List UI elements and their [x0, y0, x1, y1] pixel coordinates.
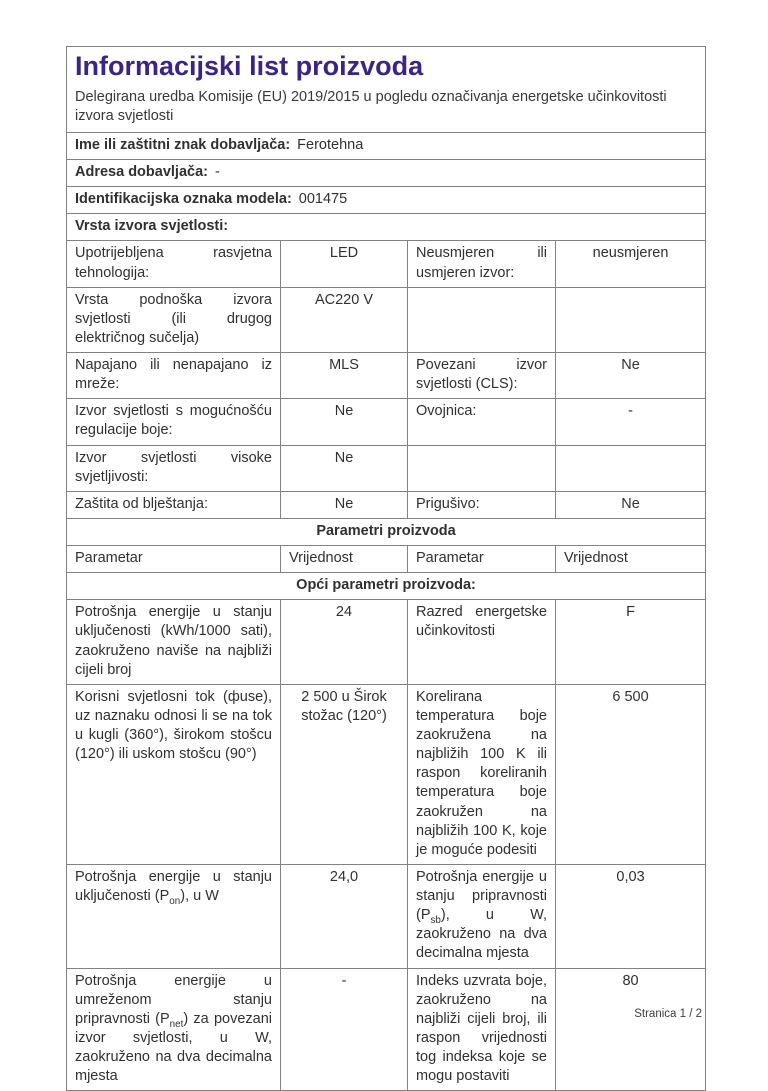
info-row-supplier-name	[67, 132, 706, 159]
value-cell: Ne	[281, 399, 408, 445]
parameter-cell: Ovojnica:	[408, 399, 556, 445]
supplier-name-label: Ime ili zaštitni znak dobavljača:	[75, 136, 291, 153]
parameter-cell: Zaštita od blještanja:	[67, 491, 281, 518]
spec-row	[67, 399, 706, 445]
section-title: Parametri proizvoda	[67, 518, 706, 545]
supplier-name-value: Ferotehna	[297, 136, 364, 153]
value-cell: 6 500	[556, 684, 706, 864]
product-info-sheet	[66, 46, 706, 1091]
section-title: Opći parametri proizvoda:	[67, 573, 706, 600]
value-cell: MLS	[281, 353, 408, 399]
spec-row	[67, 684, 706, 864]
value-cell	[556, 445, 706, 491]
parameter-cell: Potrošnja energije u stanju pripravnosti $(P_{sb})$, u W, zaokruženo na dva decimalna mjesta	[408, 864, 556, 968]
spec-row	[67, 968, 706, 1091]
section-header-row	[67, 573, 706, 600]
spec-row	[67, 600, 706, 685]
info-row-model-id	[67, 187, 706, 214]
title-row	[67, 47, 706, 133]
parameter-cell: Korisni svjetlosni tok (фuse), uz naznaku odnosi li se na tok u kugli (360°), širokom stošcu (120°) ili uskom stošcu (90°)	[67, 684, 281, 864]
column-header-cell: Vrijednost	[281, 546, 408, 573]
spec-row	[67, 445, 706, 491]
value-cell: AC220 V	[281, 287, 408, 352]
parameter-cell: Indeks uzvrata boje, zaokruženo na najbliži cijeli broj, ili raspon vrijednosti tog indeksa koje se mogu postaviti	[408, 968, 556, 1091]
column-header-row	[67, 546, 706, 573]
parameter-cell: Prigušivo:	[408, 491, 556, 518]
parameter-cell: Potrošnja energije u stanju uključenosti (kWh/1000 sati), zaokruženo naviše na najbliži cijeli broj	[67, 600, 281, 685]
value-cell: 2 500 u Širok stožac (120°)	[281, 684, 408, 864]
parameter-cell: Vrsta podnoška izvora svjetlosti (ili drugog električnog sučelja)	[67, 287, 281, 352]
parameter-cell: Korelirana temperatura boje zaokružena na najbližih 100 K ili raspon koreliranih temperatura boje zaokružen na najbližih 100 K, koje je moguće podesiti	[408, 684, 556, 864]
spec-row	[67, 241, 706, 287]
spec-row	[67, 353, 706, 399]
value-cell: -	[281, 968, 408, 1091]
info-row-light-source-type	[67, 214, 706, 241]
column-header-cell: Vrijednost	[556, 546, 706, 573]
document-header-rows	[67, 47, 706, 241]
value-cell: 0,03	[556, 864, 706, 968]
value-cell: 24	[281, 600, 408, 685]
title-cell	[67, 47, 706, 133]
parameter-cell: Potrošnja energije u stanju uključenosti $(P_{on})$, u W	[67, 864, 281, 968]
value-cell	[556, 287, 706, 352]
parameter-cell: Napajano ili nenapajano iz mreže:	[67, 353, 281, 399]
supplier-address-value: -	[214, 164, 220, 180]
value-cell: F	[556, 600, 706, 685]
light-source-type-label: Vrsta izvora svjetlosti:	[75, 218, 229, 235]
column-header-cell: Parametar	[408, 546, 556, 573]
page-number: Stranica 1 / 2	[634, 1008, 702, 1020]
model-id-label: Identifikacijska oznaka modela:	[75, 191, 292, 208]
parameter-cell: Razred energetske učinkovitosti	[408, 600, 556, 685]
model-id-value: 001475	[298, 191, 348, 208]
page-title: Informacijski list proizvoda	[75, 51, 424, 81]
spec-row	[67, 491, 706, 518]
value-cell: neusmjeren	[556, 241, 706, 287]
section-header-row	[67, 518, 706, 545]
value-cell: 24,0	[281, 864, 408, 968]
spec-row	[67, 287, 706, 352]
value-cell: 80	[556, 968, 706, 1091]
parameter-cell	[408, 445, 556, 491]
page-subtitle: Delegirana uredba Komisije (EU) 2019/2015 u pogledu označivanja energetske učinkovitosti izvora svjetlosti	[75, 88, 667, 125]
value-cell: Ne	[281, 491, 408, 518]
column-header-cell: Parametar	[67, 546, 281, 573]
parameter-cell	[408, 287, 556, 352]
parameter-cell: Izvor svjetlosti s mogućnošću regulacije boje:	[67, 399, 281, 445]
parameter-cell: Potrošnja energije u umreženom stanju pripravnosti $(P_{net})$ za povezani izvor svjetlosti, u W, zaokruženo na dva decimalna mjesta	[67, 968, 281, 1091]
value-cell: LED	[281, 241, 408, 287]
parameter-cell: Povezani izvor svjetlosti (CLS):	[408, 353, 556, 399]
info-row-supplier-address	[67, 160, 706, 187]
value-cell: Ne	[281, 445, 408, 491]
parameter-cell: Upotrijebljena rasvjetna tehnologija:	[67, 241, 281, 287]
parameter-cell: Izvor svjetlosti visoke svjetljivosti:	[67, 445, 281, 491]
value-cell: -	[556, 399, 706, 445]
value-cell: Ne	[556, 491, 706, 518]
supplier-address-label: Adresa dobavljača:	[75, 164, 208, 180]
value-cell: Ne	[556, 353, 706, 399]
spec-row	[67, 864, 706, 968]
parameter-cell: Neusmjeren ili usmjeren izvor:	[408, 241, 556, 287]
spec-table-body	[67, 241, 706, 1091]
